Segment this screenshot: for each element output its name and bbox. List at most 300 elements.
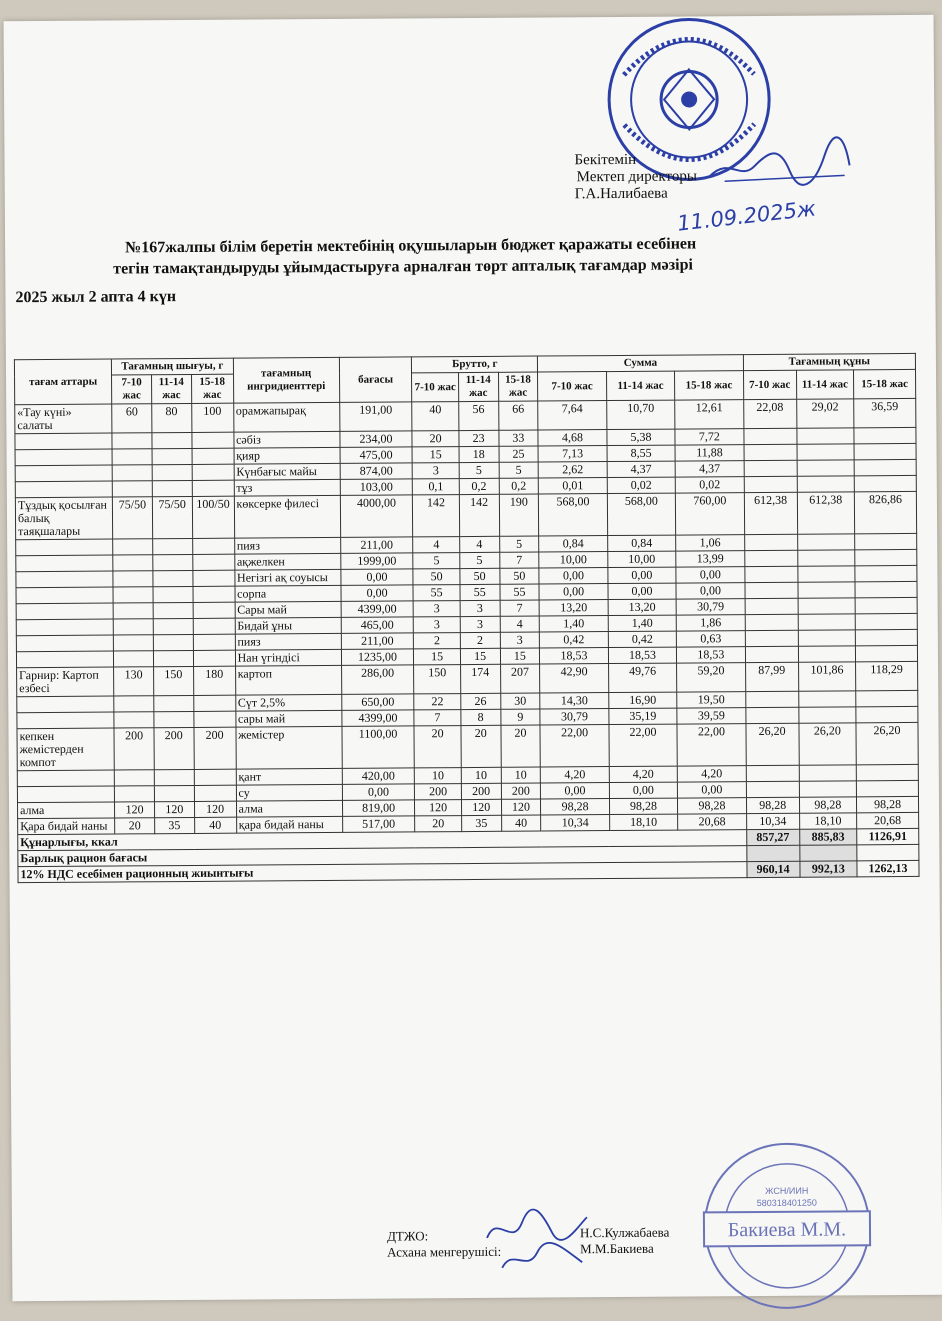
cost-value [746, 765, 799, 781]
yield-value [154, 711, 194, 727]
header-dish: тағам аттары [14, 359, 111, 405]
price-value: 211,00 [340, 537, 413, 554]
vat-row-value: 1262,13 [857, 860, 919, 876]
yield-value [153, 618, 193, 634]
brutto-value: 55 [500, 584, 540, 600]
sum-value: 18,10 [609, 814, 678, 830]
sum-value: 0,00 [608, 583, 677, 599]
price-value: 103,00 [340, 479, 413, 496]
header-age-3: 15-18 жас [675, 371, 744, 400]
ingredient-name: пияз [235, 633, 341, 650]
brutto-value: 50 [413, 569, 459, 585]
cost-value [745, 598, 798, 614]
yield-value: 200 [194, 727, 236, 769]
brutto-value: 7 [414, 710, 460, 726]
yield-value: 80 [152, 403, 192, 432]
cost-value [855, 597, 917, 613]
cost-value: 612,38 [744, 492, 797, 534]
brutto-value: 207 [500, 664, 540, 693]
sum-value: 11,88 [675, 445, 744, 461]
dish-name: Тұздық қосылған балық таяқшалары [15, 497, 112, 540]
cost-value [745, 691, 798, 707]
yield-value [194, 769, 236, 785]
brutto-value: 2 [460, 632, 500, 648]
brutto-value: 5 [413, 553, 459, 569]
cost-value [854, 459, 916, 475]
cost-value: 26,20 [799, 723, 857, 765]
manager-stamp [691, 1135, 882, 1316]
yield-value [192, 480, 234, 496]
sum-value: 59,20 [677, 663, 746, 692]
sum-value: 0,02 [675, 477, 744, 493]
yield-value [112, 449, 152, 465]
cost-value: 612,38 [797, 492, 855, 534]
cost-value [854, 427, 916, 443]
yield-value [154, 769, 194, 785]
sum-value: 0,42 [540, 632, 609, 648]
yield-value [192, 538, 234, 554]
brutto-value: 20 [461, 725, 501, 767]
price-value: 191,00 [339, 402, 412, 432]
sum-value: 10,00 [608, 551, 677, 567]
cost-value [797, 476, 855, 492]
dish-name [16, 571, 113, 588]
sum-value: 8,55 [607, 445, 676, 461]
ingredient-name: қияр [234, 447, 340, 464]
footer-name-1: Н.С.Кулжабаева [579, 1224, 670, 1241]
price-value: 819,00 [342, 800, 415, 817]
yield-value: 20 [115, 818, 155, 834]
yield-value: 120 [194, 801, 236, 817]
sum-value: 760,00 [676, 493, 745, 535]
cost-value [745, 582, 798, 598]
dish-name [17, 712, 114, 729]
table-row [17, 722, 918, 770]
yield-value [112, 465, 152, 481]
yield-value: 100/50 [192, 496, 234, 538]
cost-value [798, 691, 856, 707]
director-signature [704, 125, 854, 196]
yield-value [153, 602, 193, 618]
dish-name [16, 651, 113, 668]
brutto-value: 15 [412, 447, 458, 463]
brutto-value: 20 [501, 725, 541, 767]
ingredient-name: Нан үгіндісі [235, 649, 341, 666]
brutto-value: 2 [414, 633, 460, 649]
dish-name [15, 465, 112, 482]
sum-value: 22,00 [540, 725, 609, 767]
cost-value: 118,29 [856, 661, 918, 690]
sum-value: 13,20 [539, 600, 608, 616]
brutto-value: 4 [459, 536, 499, 552]
header-cost: Тағамның құны [743, 353, 915, 370]
sum-value: 98,28 [678, 798, 747, 814]
cost-value: 98,28 [857, 796, 919, 812]
brutto-value: 15 [500, 648, 540, 664]
yield-value: 60 [112, 404, 152, 433]
yield-value [113, 603, 153, 619]
header-age-3: 15-18 жас [854, 369, 916, 398]
yield-value [153, 586, 193, 602]
brutto-value: 5 [459, 462, 499, 478]
ration-row-label: Барлық рацион бағасы [18, 846, 747, 867]
brutto-value: 9 [500, 709, 540, 725]
brutto-value: 55 [413, 585, 459, 601]
yield-value [152, 480, 192, 496]
price-value: 4399,00 [341, 601, 414, 618]
cost-value [856, 780, 918, 796]
cost-value: 26,20 [746, 723, 799, 765]
dish-name [17, 770, 114, 787]
sum-value: 0,00 [541, 783, 610, 799]
document-subtitle: 2025 жыл 2 апта 4 күн [15, 288, 177, 307]
header-age-1: 7-10 жас [743, 370, 796, 399]
yield-value [192, 554, 234, 570]
sum-value: 568,00 [539, 494, 608, 536]
yield-value [113, 539, 153, 555]
yield-value [113, 571, 153, 587]
cost-value [744, 428, 797, 444]
approval-line-1: Бекітемін [574, 151, 637, 169]
cost-value [744, 444, 797, 460]
kcal-row-value: 885,83 [799, 829, 857, 845]
sum-value: 1,06 [676, 535, 745, 551]
price-value: 0,00 [342, 784, 415, 801]
footer-role-2: Асхана менгерушісі: [387, 1243, 502, 1260]
cost-value [745, 646, 798, 662]
sum-value: 0,00 [609, 782, 678, 798]
approval-date: 11.09.2025ж [676, 196, 817, 236]
yield-value [114, 770, 154, 786]
brutto-value: 200 [415, 784, 461, 800]
header-sum: Сумма [538, 355, 743, 372]
yield-value [192, 432, 234, 448]
brutto-value: 10 [501, 767, 541, 783]
stamp-top: ЖСН/ИИН [765, 1185, 809, 1196]
brutto-value: 55 [460, 584, 500, 600]
cost-value [855, 549, 917, 565]
brutto-value: 15 [460, 648, 500, 664]
sum-value: 7,13 [538, 446, 607, 462]
sum-value: 30,79 [540, 709, 609, 725]
dish-name [17, 696, 114, 713]
yield-value [193, 634, 235, 650]
yield-value [193, 586, 235, 602]
ingredient-name: Бидай ұны [235, 617, 341, 634]
cost-value [855, 581, 917, 597]
price-value: 517,00 [342, 816, 415, 833]
brutto-value: 56 [459, 401, 499, 430]
ingredient-name: көксерке филесі [234, 495, 340, 538]
ingredient-name: ақжелкен [234, 553, 340, 570]
cost-value [744, 476, 797, 492]
ingredient-name: картоп [235, 665, 341, 695]
cost-value: 826,86 [854, 491, 916, 533]
cost-value [797, 444, 855, 460]
yield-value [193, 711, 235, 727]
ingredient-name: алма [236, 800, 342, 817]
cost-value: 29,02 [796, 399, 854, 428]
brutto-value: 120 [415, 800, 461, 816]
ingredient-name: сары май [235, 710, 341, 727]
sum-value: 0,00 [678, 782, 747, 798]
dish-name [15, 433, 112, 450]
brutto-value: 20 [415, 816, 461, 832]
cost-value [745, 630, 798, 646]
brutto-value: 190 [499, 494, 539, 536]
yield-value [192, 448, 234, 464]
brutto-value: 3 [414, 601, 460, 617]
sum-value: 4,37 [675, 461, 744, 477]
price-value: 475,00 [340, 447, 413, 464]
sum-value: 0,42 [608, 631, 677, 647]
yield-value [113, 635, 153, 651]
dish-name [16, 587, 113, 604]
approval-line-2: Мектеп директоры [576, 168, 697, 186]
yield-value: 120 [154, 801, 194, 817]
sum-value: 22,00 [677, 724, 746, 766]
brutto-value: 26 [461, 693, 501, 709]
cost-value [799, 781, 857, 797]
document-sheet [4, 15, 942, 1301]
dish-name [16, 539, 113, 556]
sum-value: 10,34 [541, 815, 610, 831]
yield-value [194, 785, 236, 801]
ration-row-value [799, 845, 857, 861]
sum-value: 2,62 [538, 462, 607, 478]
yield-value [113, 619, 153, 635]
cost-value [798, 646, 856, 662]
yield-value [193, 695, 235, 711]
sum-value: 568,00 [607, 493, 676, 535]
yield-value: 100 [191, 403, 233, 432]
brutto-value: 5 [499, 462, 539, 478]
cost-value [855, 565, 917, 581]
cost-value [799, 765, 857, 781]
sum-value: 7,64 [538, 401, 607, 430]
ingredient-name: Сары май [235, 601, 341, 618]
yield-value: 200 [154, 727, 194, 769]
brutto-value: 15 [414, 649, 460, 665]
footer-roles [387, 1228, 501, 1261]
ingredient-name: Негізгі ақ соуысы [234, 569, 340, 586]
brutto-value: 50 [499, 568, 539, 584]
brutto-value: 0,1 [413, 479, 459, 495]
brutto-value: 30 [500, 693, 540, 709]
price-value: 465,00 [341, 617, 414, 634]
sum-value: 16,90 [608, 692, 677, 708]
sum-value: 49,76 [608, 663, 677, 692]
yield-value: 75/50 [113, 497, 153, 539]
brutto-value: 3 [413, 463, 459, 479]
yield-value [113, 555, 153, 571]
cost-value [797, 550, 855, 566]
cost-value [855, 629, 917, 645]
cost-value [798, 566, 856, 582]
yield-value: 180 [193, 666, 235, 695]
brutto-value: 150 [414, 665, 461, 694]
brutto-value: 33 [498, 430, 538, 446]
yield-value [153, 554, 193, 570]
dish-name [15, 481, 112, 498]
yield-value [193, 650, 235, 666]
yield-value [154, 785, 194, 801]
brutto-value: 4 [500, 616, 540, 632]
header-ingredients: тағамның ингридиенттері [233, 357, 339, 403]
yield-value [114, 696, 154, 712]
price-value: 4000,00 [340, 495, 413, 538]
cost-value: 10,34 [746, 813, 799, 829]
brutto-value: 3 [500, 632, 540, 648]
header-yield: Тағамның шығуы, г [112, 358, 234, 375]
brutto-value: 120 [461, 799, 501, 815]
kcal-row-label: Құнарлығы, ккал [18, 830, 747, 851]
ingredient-name: Сүт 2,5% [235, 694, 341, 711]
sum-value: 4,20 [677, 766, 746, 782]
dish-name: «Тау күні» салаты [15, 404, 112, 434]
header-age-2: 11-14 жас [458, 372, 498, 401]
brutto-value: 40 [412, 402, 459, 431]
sum-value: 30,79 [676, 599, 745, 615]
brutto-value: 142 [413, 495, 460, 537]
sum-value: 4,68 [538, 430, 607, 446]
sum-value: 18,53 [608, 647, 677, 663]
sum-value: 0,00 [676, 567, 745, 583]
dish-name [16, 635, 113, 652]
header-brutto: Брутто, г [412, 356, 538, 373]
yield-value [152, 448, 192, 464]
brutto-value: 0,2 [459, 478, 499, 494]
price-value: 0,00 [341, 585, 414, 602]
sum-value: 18,53 [540, 648, 609, 664]
document-title [113, 232, 833, 279]
header-age-2: 11-14 жас [796, 370, 854, 399]
menu-body [15, 398, 919, 882]
brutto-value: 40 [501, 815, 541, 831]
dish-name: Гарнир: Картоп езбесі [17, 667, 114, 697]
cost-value [744, 534, 797, 550]
sum-value: 12,61 [675, 400, 744, 429]
sum-value: 1,86 [676, 615, 745, 631]
sum-value: 35,19 [609, 708, 678, 724]
cost-value [854, 475, 916, 491]
cost-value [745, 566, 798, 582]
sum-value: 22,00 [609, 724, 678, 766]
ingredient-name: сорпа [235, 585, 341, 602]
cost-value [855, 533, 917, 549]
brutto-value: 3 [414, 617, 460, 633]
yield-value [114, 651, 154, 667]
cost-value [854, 443, 916, 459]
sum-value: 5,38 [607, 429, 676, 445]
sum-value: 0,02 [607, 477, 676, 493]
price-value: 0,00 [340, 569, 413, 586]
ingredient-name: су [236, 784, 342, 801]
brutto-value: 5 [460, 552, 500, 568]
footer-role-1: ДТЖО: [386, 1228, 429, 1244]
vat-row-value: 992,13 [800, 861, 858, 877]
brutto-value: 174 [460, 664, 500, 693]
sum-value: 13,20 [608, 599, 677, 615]
brutto-value: 7 [499, 552, 539, 568]
kcal-row-value: 1126,91 [857, 828, 919, 844]
yield-value: 200 [114, 728, 154, 770]
yield-value [113, 587, 153, 603]
sum-value: 0,01 [539, 478, 608, 494]
cost-value [744, 460, 797, 476]
brutto-value: 3 [460, 616, 500, 632]
yield-value: 40 [194, 817, 236, 833]
yield-value: 35 [154, 817, 194, 833]
cost-value [798, 707, 856, 723]
cost-value: 36,59 [854, 398, 916, 427]
cost-value: 20,68 [857, 812, 919, 828]
sum-value: 14,30 [540, 693, 609, 709]
brutto-value: 200 [501, 783, 541, 799]
sum-value: 4,37 [607, 461, 676, 477]
dish-name [16, 555, 113, 572]
yield-value [112, 433, 152, 449]
brutto-value: 10 [461, 767, 501, 783]
cost-value [855, 613, 917, 629]
brutto-value: 3 [460, 600, 500, 616]
sum-value: 39,59 [677, 708, 746, 724]
sum-value: 10,70 [606, 400, 675, 429]
footer-name-2: М.М.Бакиева [580, 1240, 654, 1257]
yield-value: 75/50 [152, 496, 192, 538]
header-age-2: 11-14 жас [151, 374, 191, 403]
brutto-value: 35 [461, 815, 501, 831]
yield-value [153, 650, 193, 666]
sum-value: 4,20 [609, 766, 678, 782]
yield-value [115, 786, 155, 802]
yield-value [153, 634, 193, 650]
cost-value [797, 534, 855, 550]
yield-value [153, 570, 193, 586]
cost-value [746, 781, 799, 797]
ingredient-name: тұз [234, 479, 340, 496]
yield-value [193, 602, 235, 618]
yield-value [152, 464, 192, 480]
price-value: 211,00 [341, 633, 414, 650]
brutto-value: 20 [414, 726, 461, 768]
brutto-value: 120 [501, 799, 541, 815]
brutto-value: 7 [500, 600, 540, 616]
ingredient-name: Күнбағыс майы [234, 463, 340, 480]
yield-value [154, 695, 194, 711]
price-value: 286,00 [341, 665, 414, 695]
brutto-value: 18 [459, 446, 499, 462]
sum-value: 0,00 [539, 584, 608, 600]
dish-name: алма [17, 802, 114, 819]
cost-value [746, 707, 799, 723]
brutto-value: 4 [413, 537, 459, 553]
cost-value: 98,28 [746, 797, 799, 813]
header-age-2: 11-14 жас [606, 371, 675, 400]
yield-value: 120 [115, 802, 155, 818]
brutto-value: 0,2 [499, 478, 539, 494]
title-line-2: тегін тамақтандыруды ұйымдастыруға арналған төрт апталық тағамдар мәзірі [113, 256, 693, 278]
ingredient-name: жемістер [236, 726, 342, 769]
cost-value [798, 598, 856, 614]
header-age-3: 15-18 жас [191, 374, 233, 403]
sum-value: 0,84 [607, 535, 676, 551]
brutto-value: 25 [499, 446, 539, 462]
cost-value [856, 690, 918, 706]
brutto-value: 22 [414, 694, 460, 710]
brutto-value: 5 [499, 536, 539, 552]
ingredient-name: орамжапырақ [233, 402, 339, 432]
